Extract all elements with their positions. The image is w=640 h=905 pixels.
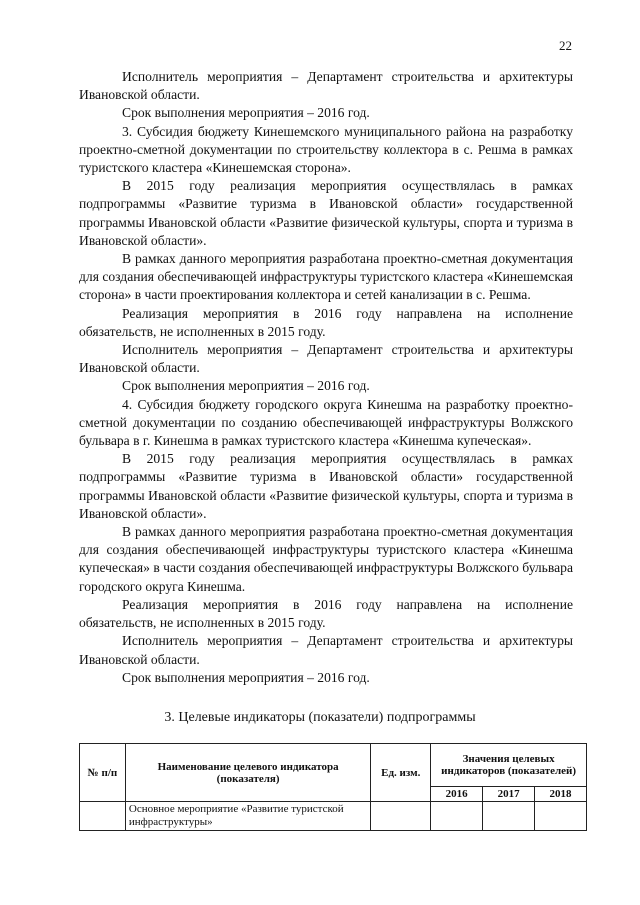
paragraph-item-4: 4. Субсидия бюджету городского округа Кинешма на разработку проектно-сметной документации по созданию обеспечивающей инфраструктуры Волжского бульвара в г. Кинешма в рамках туристского кластера «Кинешма купеческая». [79, 396, 573, 449]
header-unit: Ед. изм. [371, 744, 431, 802]
paragraph: Исполнитель мероприятия – Департамент строительства и архитектуры Ивановской области. [79, 342, 573, 376]
cell-num [80, 802, 126, 831]
header-year: 2018 [535, 787, 587, 802]
header-num: № п/п [80, 744, 126, 802]
paragraph: В рамках данного мероприятия разработана проектно-сметная документация для создания обеспечивающей инфраструктуры туристского кластера «Кинешма купеческая» в части создания обеспечивающей инфраструктуры Волжского бульвара городского округа Кинешма. [79, 524, 573, 594]
section-title: 3. Целевые индикаторы (показатели) подпрограммы [164, 710, 476, 725]
paragraph: В рамках данного мероприятия разработана проектно-сметная документация для создания обеспечивающей инфраструктуры туристского кластера «Кинешемская сторона» в части проектирования коллектора и сетей канализации в с. Решма. [79, 251, 574, 303]
header-year: 2017 [483, 787, 535, 802]
paragraph: Срок выполнения мероприятия – 2016 год. [122, 105, 370, 121]
paragraph: В 2015 году реализация мероприятия осуществлялась в рамках подпрограммы «Развитие туризма в Ивановской области» государственной программы Ивановской области «Развитие физической культуры, спорта и туризма в Ивановской области». [79, 451, 573, 521]
cell-value [431, 802, 483, 831]
paragraph: Реализация мероприятия в 2016 году направлена на исполнение обязательств, не исполненных в 2015 году. [79, 305, 573, 339]
cell-value [483, 802, 535, 831]
indicators-table [79, 743, 587, 831]
header-values: Значения целевых индикаторов (показателей) [431, 744, 587, 787]
cell-unit [371, 802, 431, 831]
page-number: 22 [559, 38, 572, 53]
cell-value [535, 802, 587, 831]
document-body [79, 68, 573, 687]
header-year: 2016 [431, 787, 483, 802]
table-row [80, 802, 587, 831]
cell-name: Основное мероприятие «Развитие туристской инфраструктуры» [125, 802, 370, 831]
table-header-row [80, 744, 587, 787]
paragraph: Срок выполнения мероприятия – 2016 год. [122, 669, 370, 685]
paragraph: Срок выполнения мероприятия – 2016 год. [122, 378, 370, 394]
paragraph: В 2015 году реализация мероприятия осуществлялась в рамках подпрограммы «Развитие туризма в Ивановской области» государственной программы Ивановской области «Развитие физической культуры, спорта и туризма в Ивановской области». [79, 178, 573, 248]
paragraph-item-3: 3. Субсидия бюджету Кинешемского муниципального района на разработку проектно-сметной документации по строительству коллектора в с. Решма в рамках туристского кластера «Кинешемская сторона». [79, 123, 573, 176]
header-name: Наименование целевого индикатора (показателя) [125, 744, 370, 802]
paragraph: Исполнитель мероприятия – Департамент строительства и архитектуры Ивановской области. [79, 633, 573, 667]
paragraph: Реализация мероприятия в 2016 году направлена на исполнение обязательств, не исполненных в 2015 году. [79, 596, 573, 631]
paragraph: Исполнитель мероприятия – Департамент строительства и архитектуры Ивановской области. [79, 69, 573, 103]
